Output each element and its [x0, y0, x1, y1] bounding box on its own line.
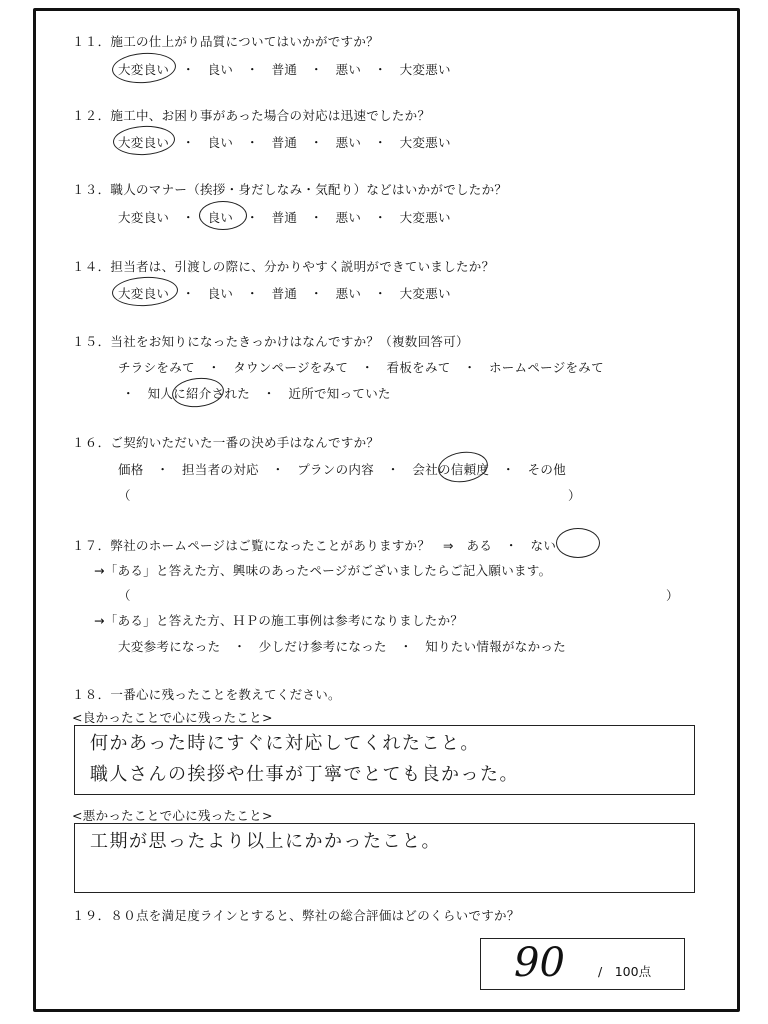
- q16-other-paren-close: ）: [568, 488, 581, 503]
- q18-text: １８．一番心に残ったことを教えてください。: [72, 687, 341, 702]
- q15-text: １５．当社をお知りになったきっかけはなんですか？（複数回答可）: [72, 334, 469, 349]
- q14-text: １４．担当者は、引渡しの際に、分かりやすく説明ができていましたか？: [72, 259, 495, 274]
- q14-options[interactable]: 大変良い ・ 良い ・ 普通 ・ 悪い ・ 大変悪い: [118, 286, 451, 301]
- q17-options[interactable]: 大変参考になった ・ 少しだけ参考になった ・ 知りたい情報がなかった: [118, 639, 567, 654]
- q17-text: １７．弊社のホームページはご覧になったことがありますか？ ⇒ ある ・ ない: [72, 538, 557, 553]
- q13-options[interactable]: 大変良い ・ 良い ・ 普通 ・ 悪い ・ 大変悪い: [118, 210, 451, 225]
- q19-score-box[interactable]: [480, 938, 685, 990]
- q17-selection-circle: [556, 528, 600, 558]
- q17-paren-close: ）: [666, 588, 679, 603]
- q18-bad-label: <悪かったことで心に残ったこと>: [72, 808, 273, 823]
- q18-good-label: <良かったことで心に残ったこと>: [72, 710, 273, 725]
- q18-bad-line1: 工期が思ったより以上にかかったこと。: [90, 831, 441, 852]
- q16-options[interactable]: 価格 ・ 担当者の対応 ・ プランの内容 ・ 会社の信頼度 ・ その他: [118, 462, 567, 477]
- q19-score-value: 90: [514, 940, 565, 986]
- q12-options[interactable]: 大変良い ・ 良い ・ 普通 ・ 悪い ・ 大変悪い: [118, 135, 451, 150]
- q16-other-paren-open: （: [118, 488, 131, 503]
- q12-text: １２．施工中、お困り事があった場合の対応は迅速でしたか？: [72, 108, 431, 123]
- q13-selection-circle: [199, 201, 247, 230]
- q17-sub2: →「ある」と答えた方、ＨＰの施工事例は参考になりましたか？: [94, 613, 464, 628]
- q16-text: １６．ご契約いただいた一番の決め手はなんですか？: [72, 435, 380, 450]
- q11-text: １１．施工の仕上がり品質についてはいかがですか？: [72, 34, 379, 49]
- q17-paren-open: （: [118, 588, 131, 603]
- q15-options-row1[interactable]: チラシをみて ・ タウンページをみて ・ 看板をみて ・ ホームページをみて: [118, 360, 604, 375]
- q17-sub1: →「ある」と答えた方、興味のあったページがございましたらご記入願います。: [94, 563, 552, 578]
- q11-options[interactable]: 大変良い ・ 良い ・ 普通 ・ 悪い ・ 大変悪い: [118, 62, 451, 77]
- q18-good-line1: 何かあった時にすぐに対応してくれたこと。: [90, 733, 480, 754]
- q13-text: １３．職人のマナー（挨拶・身だしなみ・気配り）などはいかがでしたか？: [72, 182, 508, 197]
- q18-good-line2: 職人さんの挨拶や仕事が丁寧でとても良かった。: [90, 764, 519, 785]
- q19-score-max: / 100点: [598, 964, 652, 979]
- q15-options-row2[interactable]: ・ 知人に紹介された ・ 近所で知っていた: [122, 386, 391, 401]
- q19-text: １９．８０点を満足度ラインとすると、弊社の総合評価はどのくらいですか？: [72, 908, 520, 923]
